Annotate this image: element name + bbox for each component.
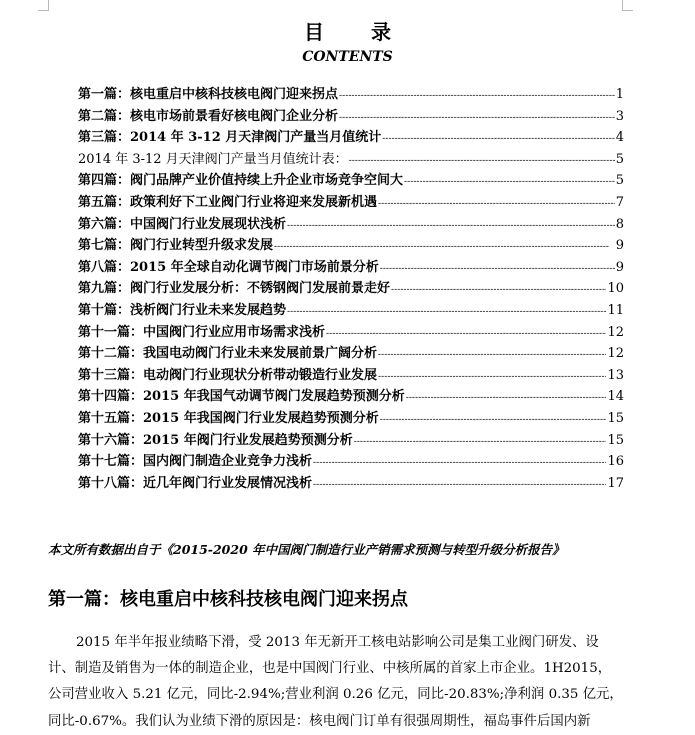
toc-entry[interactable] [78, 343, 624, 365]
toc-entry-title: 第八篇：2015 年全球自动化调节阀门市场前景分析 [78, 259, 379, 275]
toc-entry[interactable] [78, 451, 624, 473]
toc-entry-page: 15 [607, 410, 624, 426]
toc-entry-page: 9 [615, 259, 624, 275]
toc-entry-title: 第十篇：浅析阀门行业未来发展趋势 [78, 302, 287, 318]
toc-leader-dots [354, 430, 607, 454]
toc-leader-dots [391, 278, 606, 302]
toc-entry[interactable] [78, 235, 624, 257]
source-note: 本文所有数据出自于《2015-2020 年中国阀门制造行业产销需求预测与转型升级分析报告》 [48, 542, 565, 557]
toc-entry-title: 第一篇：核电重启中核科技核电阀门迎来拐点 [78, 87, 339, 102]
toc-entry-title: 2014 年 3-12 月天津阀门产量当月值统计表： [78, 151, 348, 167]
body-line: 2015 年半年报业绩略下滑，受 2013 年无新开工核电站影响公司是集工业阀门研发、设 [76, 635, 599, 650]
toc-entry-page: 14 [607, 389, 624, 405]
toc-leader-dots [378, 192, 615, 216]
toc-entry-title: 第十三篇：电动阀门行业现状分析带动锻造行业发展 [78, 367, 378, 383]
toc-subtitle: CONTENTS [302, 49, 393, 65]
toc-entry[interactable] [78, 84, 624, 106]
toc-entry-page: 11 [607, 302, 624, 318]
toc-entry-title: 第十六篇：2015 年阀门行业发展趋势预测分析 [78, 432, 353, 448]
body-line: 同比-0.67%。我们认为业绩下滑的原因是：核电阀门订单有很强周期性，福岛事件后国内新 [48, 713, 591, 729]
toc-entry[interactable] [78, 473, 624, 495]
toc-entry-title: 第十四篇：2015 年我国气动调节阀门发展趋势预测分析 [78, 389, 405, 405]
toc-entry[interactable] [78, 386, 624, 408]
toc-entry-title: 第三篇：2014 年 3-12 月天津阀门产量当月值统计 [78, 130, 382, 146]
toc-entry-title: 第九篇：阀门行业发展分析：不锈钢阀门发展前景走好 [78, 281, 391, 297]
body-line: 公司营业收入 5.21 亿元，同比-2.94%;营业利润 0.26 亿元，同比-20.83%;净利润 0.35 亿元， [48, 687, 623, 703]
toc-leader-dots [326, 322, 606, 346]
toc-entry-page: 15 [607, 432, 624, 448]
toc-entry[interactable] [78, 192, 624, 214]
toc-leader-dots [378, 343, 606, 367]
toc-entry[interactable] [78, 408, 624, 430]
toc-leader-dots [404, 170, 615, 194]
toc-leader-dots [378, 365, 606, 389]
toc-entry-title: 第四篇：阀门品牌产业价值持续上升企业市场竞争空间大 [78, 173, 404, 189]
toc-leader-dots [313, 451, 606, 475]
toc-entry[interactable] [78, 149, 624, 171]
toc-entry[interactable] [78, 127, 624, 149]
toc-entry[interactable] [78, 365, 624, 387]
toc-entry-page: 17 [607, 475, 624, 491]
toc-entry-page: 5 [615, 173, 624, 189]
toc-entry[interactable] [78, 430, 624, 452]
toc-entry-title: 第二篇：核电市场前景看好核电阀门企业分析 [78, 108, 339, 124]
toc-entry-page: 12 [607, 324, 624, 340]
toc-entry[interactable] [78, 322, 624, 344]
toc-entry-page: 1 [615, 87, 624, 102]
toc-leader-dots [349, 149, 615, 173]
toc-entry-page: 9 [615, 238, 624, 254]
page-corner-mark-right [622, 0, 633, 11]
toc-entry-title: 第七篇：阀门行业转型升级求发展 [78, 238, 274, 254]
section-heading: 第一篇：核电重启中核科技核电阀门迎来拐点 [48, 589, 408, 610]
toc-entry-page: 7 [615, 194, 624, 210]
toc-entry-title: 第十一篇：中国阀门行业应用市场需求浅析 [78, 324, 326, 340]
table-of-contents [78, 84, 624, 494]
toc-leader-dots [339, 84, 615, 108]
toc-leader-dots [339, 106, 615, 130]
body-line: 计、制造及销售为一体的制造企业，也是中国阀门行业、中核所属的首家上市企业。1H2015， [48, 661, 612, 677]
toc-leader-dots [313, 473, 606, 497]
toc-entry-title: 第十五篇：2015 年我国阀门行业发展趋势预测分析 [78, 410, 379, 426]
toc-entry-title: 第十二篇：我国电动阀门行业未来发展前景广阔分析 [78, 346, 378, 362]
toc-entry-page: 10 [607, 281, 624, 297]
toc-entry-title: 第五篇：政策利好下工业阀门行业将迎来发展新机遇 [78, 194, 378, 210]
toc-entry-title: 第六篇：中国阀门行业发展现状浅析 [78, 216, 287, 232]
toc-entry-page: 8 [615, 216, 624, 232]
page-corner-mark-left [38, 0, 49, 11]
section-body [48, 630, 624, 735]
toc-leader-dots [287, 300, 606, 324]
toc-entry-page: 12 [607, 346, 624, 362]
toc-entry[interactable] [78, 214, 624, 236]
toc-entry[interactable] [78, 257, 624, 279]
toc-leader-dots [274, 235, 615, 259]
toc-leader-dots [406, 386, 607, 410]
toc-entry-page: 3 [615, 108, 624, 124]
toc-entry-page: 16 [607, 454, 624, 470]
toc-entry[interactable] [78, 300, 624, 322]
toc-entry[interactable] [78, 278, 624, 300]
toc-entry-page: 13 [607, 367, 624, 383]
toc-title: 目 录 [304, 20, 411, 44]
toc-leader-dots [287, 214, 615, 238]
toc-entry[interactable] [78, 170, 624, 192]
toc-entry-title: 第十七篇：国内阀门制造企业竞争力浅析 [78, 454, 313, 470]
toc-leader-dots [380, 408, 607, 432]
toc-entry-title: 第十八篇：近几年阀门行业发展情况浅析 [78, 475, 313, 491]
toc-entry-page: 4 [615, 130, 624, 146]
toc-entry-page: 5 [615, 151, 624, 167]
toc-entry[interactable] [78, 106, 624, 128]
toc-leader-dots [382, 127, 614, 151]
toc-leader-dots [380, 257, 615, 281]
